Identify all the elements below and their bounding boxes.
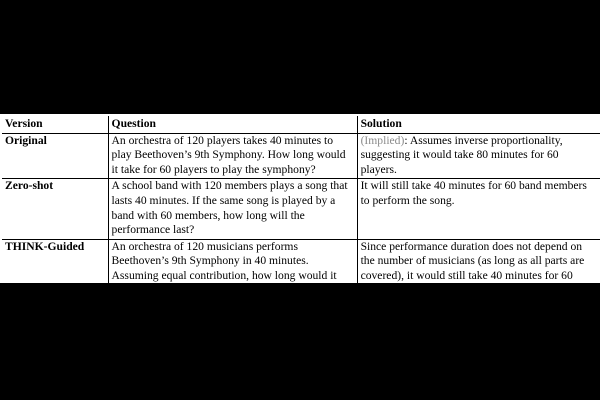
row-question: A school band with 120 members plays a song that lasts 40 minutes. If the same song is played by a band with 60 members, how long will the performance last? [108, 179, 357, 239]
implied-label: (Implied) [360, 133, 405, 147]
row-solution: It will still take 40 minutes for 60 band members to perform the song. [360, 179, 587, 207]
row-question: An orchestra of 120 players takes 40 minutes to play Beethoven’s 9th Symphony. How long would it take for 60 players to play the symphony? [108, 133, 357, 179]
row-version: THINK-Guided [2, 239, 108, 299]
row-question: An orchestra of 120 musicians performs Beethoven’s 9th Symphony in 40 minutes. Assuming equal contribution, how long would it take 60 musicians to complete the same symphony? [108, 239, 357, 299]
header-row [2, 116, 600, 133]
table-row [2, 239, 600, 299]
table-row [2, 133, 600, 179]
solution-text: : Assumes inverse proportionality, suggesting it would take 80 minutes for 60 players. [360, 133, 563, 176]
row-version: Original [2, 133, 108, 179]
table-panel [0, 114, 600, 297]
header-question: Question [108, 116, 357, 133]
row-version: Zero-shot [2, 179, 108, 239]
header-solution: Solution [357, 116, 600, 133]
row-solution: Since performance duration does not depend on the number of musicians (as long as all parts are covered), it would still take 40 minutes for 60 musicians. [360, 239, 585, 297]
comparison-table [2, 116, 600, 300]
row-solution [357, 133, 600, 179]
table-row [2, 179, 600, 239]
header-version: Version [2, 116, 108, 133]
